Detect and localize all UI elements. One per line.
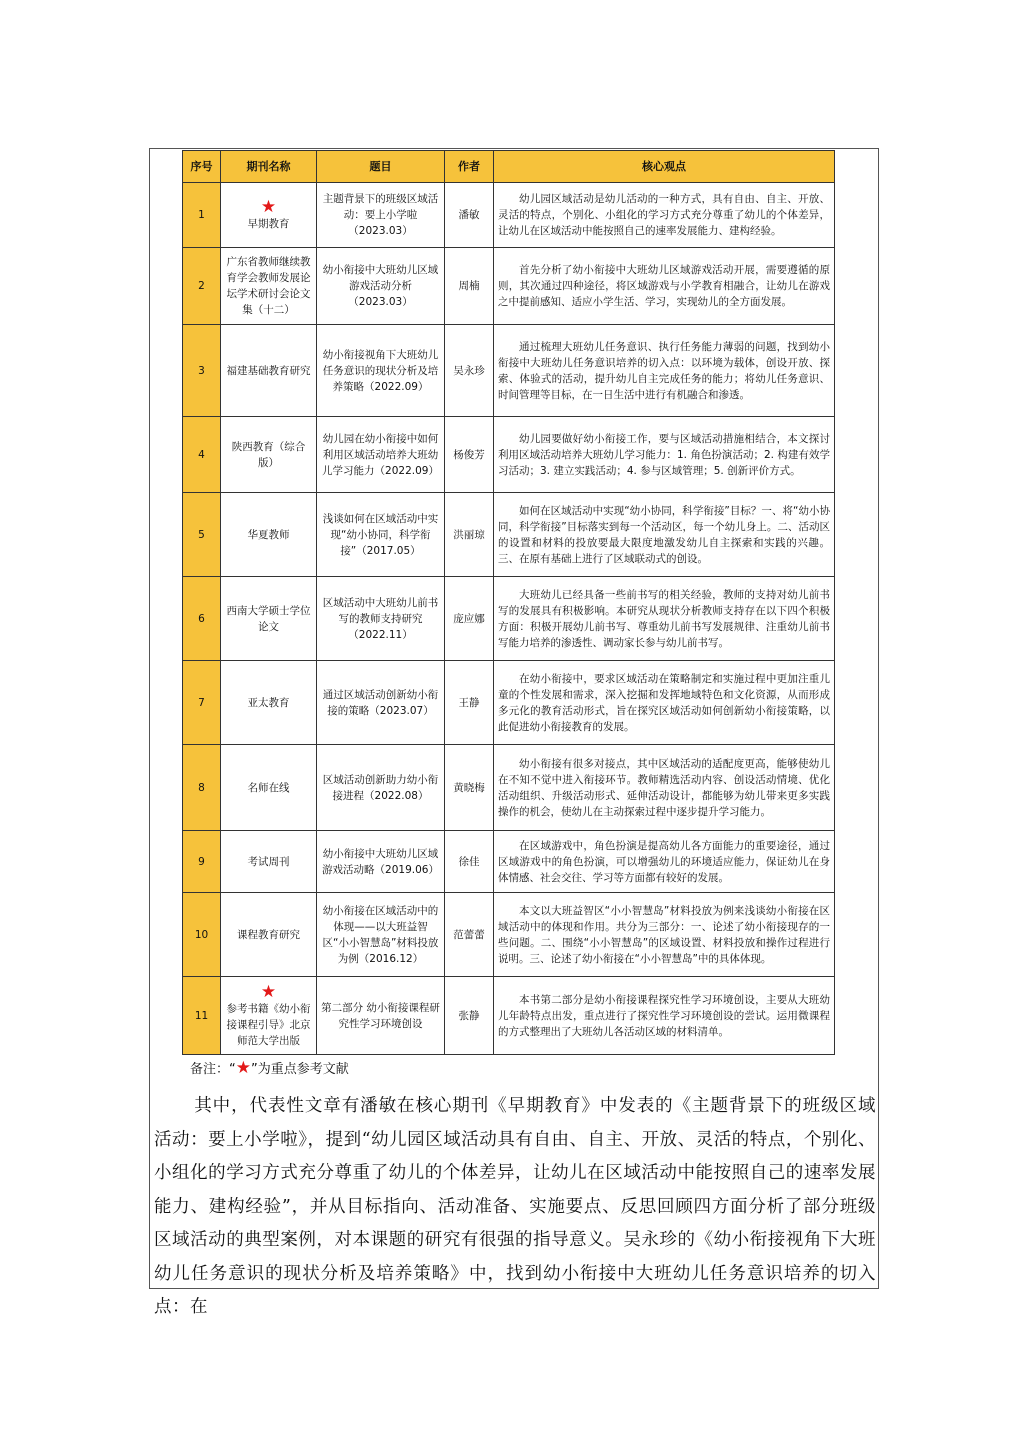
note-suffix: ”为重点参考文献 bbox=[251, 1062, 349, 1077]
row-no: 7 bbox=[183, 661, 221, 745]
reference-table bbox=[182, 150, 835, 1055]
row-view: 通过梳理大班幼儿任务意识、执行任务能力薄弱的问题，找到幼小衔接中大班幼儿任务意识培养的切入点：以环境为载体，创设开放、探索、体验式的活动，提升幼儿自主完成任务的能力；将幼儿任务意识、时间管理等目标，在一日生活中进行有机融合和渗透。 bbox=[494, 325, 835, 417]
table-row bbox=[183, 977, 835, 1055]
row-title: 幼小衔接视角下大班幼儿任务意识的现状分析及培养策略（2022.09） bbox=[317, 325, 445, 417]
row-journal: 课程教育研究 bbox=[221, 893, 317, 977]
body-paragraph: 其中，代表性文章有潘敏在核心期刊《早期教育》中发表的《主题背景下的班级区域活动：要上小学啦》，提到“幼儿园区域活动具有自由、自主、开放、灵活的特点，个别化、小组化的学习方式充分尊重了幼儿的个体差异，让幼儿在区域活动中能按照自己的速率发展能力、建构经验”，并从目标指向、活动准备、实施要点、反思回顾四方面分析了部分班级区域活动的典型案例，对本课题的研究有很强的指导意义。吴永珍的《幼小衔接视角下大班幼儿任务意识的现状分析及培养策略》中，找到幼小衔接中大班幼儿任务意识培养的切入点：在 bbox=[154, 1096, 876, 1317]
row-no: 6 bbox=[183, 577, 221, 661]
row-author: 范蕾蕾 bbox=[445, 893, 494, 977]
row-author: 洪丽琼 bbox=[445, 493, 494, 577]
row-journal: 陕西教育（综合版） bbox=[221, 417, 317, 493]
row-view: 幼儿园区域活动是幼儿活动的一种方式，具有自由、自主、开放、灵活的特点，个别化、小组化的学习方式充分尊重了幼儿的个体差异，让幼儿在区域活动中能按照自己的速率发展能力、建构经验。 bbox=[494, 183, 835, 248]
table-row bbox=[183, 661, 835, 745]
row-view: 幼小衔接有很多对接点，其中区域活动的适配度更高，能够使幼儿在不知不觉中进入衔接环节。教师精选活动内容、创设活动情境、优化活动组织、升级活动形式、延伸活动设计，都能够为幼儿带来更多实践操作的机会，使幼儿在主动探索过程中逐步提升学习能力。 bbox=[494, 745, 835, 831]
row-journal: 西南大学硕士学位论文 bbox=[221, 577, 317, 661]
row-author: 周楠 bbox=[445, 248, 494, 325]
note-prefix: 备注：“ bbox=[190, 1062, 236, 1077]
row-title: 主题背景下的班级区域活动：要上小学啦（2023.03） bbox=[317, 183, 445, 248]
row-view: 幼儿园要做好幼小衔接工作，要与区域活动措施相结合，本文探讨利用区域活动培养大班幼儿学习能力：1. 角色扮演活动；2. 构建有效学习活动；3. 建立实践活动；4. 参与区域管理；5. 创新评价方式。 bbox=[494, 417, 835, 493]
table-row bbox=[183, 183, 835, 248]
row-journal: 考试周刊 bbox=[221, 831, 317, 893]
row-journal: ★ 参考书籍《幼小衔接课程引导》北京师范大学出版 bbox=[221, 977, 317, 1055]
header-author: 作者 bbox=[445, 151, 494, 183]
row-no: 10 bbox=[183, 893, 221, 977]
row-view: 如何在区域活动中实现“幼小协同，科学衔接”目标？一、将“幼小协同，科学衔接”目标落实到每一个活动区，每一个幼儿身上。二、活动区的设置和材料的投放要最大限度地激发幼儿自主探索和实践的兴趣。三、在原有基础上进行了区域联动式的创设。 bbox=[494, 493, 835, 577]
row-author: 杨俊芳 bbox=[445, 417, 494, 493]
header-no: 序号 bbox=[183, 151, 221, 183]
table-header-row bbox=[183, 151, 835, 183]
row-no: 9 bbox=[183, 831, 221, 893]
row-no: 11 bbox=[183, 977, 221, 1055]
row-title: 区域活动创新助力幼小衔接进程（2022.08） bbox=[317, 745, 445, 831]
table-row bbox=[183, 417, 835, 493]
table-row bbox=[183, 248, 835, 325]
row-journal: 名师在线 bbox=[221, 745, 317, 831]
row-title: 第二部分 幼小衔接课程研究性学习环境创设 bbox=[317, 977, 445, 1055]
row-author: 王静 bbox=[445, 661, 494, 745]
table-row bbox=[183, 893, 835, 977]
row-author: 吴永珍 bbox=[445, 325, 494, 417]
row-author: 黄晓梅 bbox=[445, 745, 494, 831]
row-no: 1 bbox=[183, 183, 221, 248]
row-author: 潘敏 bbox=[445, 183, 494, 248]
row-title: 通过区域活动创新幼小衔接的策略（2023.07） bbox=[317, 661, 445, 745]
row-journal: 福建基础教育研究 bbox=[221, 325, 317, 417]
header-journal: 期刊名称 bbox=[221, 151, 317, 183]
table-row bbox=[183, 831, 835, 893]
header-view: 核心观点 bbox=[494, 151, 835, 183]
row-title: 幼小衔接在区域活动中的体现——以大班益智区“小小智慧岛”材料投放为例（2016.12） bbox=[317, 893, 445, 977]
row-author: 徐佳 bbox=[445, 831, 494, 893]
header-title: 题目 bbox=[317, 151, 445, 183]
star-icon: ★ bbox=[235, 1058, 251, 1078]
table-row bbox=[183, 325, 835, 417]
row-journal: 华夏教师 bbox=[221, 493, 317, 577]
row-view: 本文以大班益智区“小小智慧岛”材料投放为例来浅谈幼小衔接在区域活动中的体现和作用。共分为三部分：一、论述了幼小衔接现存的一些问题。二、围绕“小小智慧岛”的区域设置、材料投放和操作过程进行说明。三、论述了幼小衔接在“小小智慧岛”中的具体体现。 bbox=[494, 893, 835, 977]
row-view: 大班幼儿已经具备一些前书写的相关经验，教师的支持对幼儿前书写的发展具有积极影响。本研究从现状分析教师支持存在以下四个积极方面：积极开展幼儿前书写、尊重幼儿前书写发展规律、注重幼儿前书写能力培养的渗透性、调动家长参与幼儿前书写。 bbox=[494, 577, 835, 661]
row-author: 张静 bbox=[445, 977, 494, 1055]
row-view: 在幼小衔接中，要求区域活动在策略制定和实施过程中更加注重儿童的个性发展和需求，深入挖掘和发挥地域特色和文化资源，从而形成多元化的教育活动形式，旨在探究区域活动如何创新幼小衔接策略，以此促进幼小衔接教育的发展。 bbox=[494, 661, 835, 745]
row-title: 浅谈如何在区域活动中实现“幼小协同，科学衔接”（2017.05） bbox=[317, 493, 445, 577]
row-journal: 广东省教师继续教育学会教师发展论坛学术研讨会论文集（十二） bbox=[221, 248, 317, 325]
row-view: 本书第二部分是幼小衔接课程探究性学习环境创设，主要从大班幼儿年龄特点出发，重点进行了探究性学习环境创设的尝试。运用微课程的方式整理出了大班幼儿各活动区域的材料清单。 bbox=[494, 977, 835, 1055]
row-no: 8 bbox=[183, 745, 221, 831]
star-icon: ★ bbox=[260, 981, 277, 1002]
table-row bbox=[183, 745, 835, 831]
row-title: 区域活动中大班幼儿前书写的教师支持研究（2022.11） bbox=[317, 577, 445, 661]
row-journal: ★ 早期教育 bbox=[221, 183, 317, 248]
row-view: 首先分析了幼小衔接中大班幼儿区域游戏活动开展，需要遵循的原则，其次通过四种途径，将区域游戏与小学教育相融合，让幼儿在游戏之中提前感知、适应小学生活、学习，实现幼儿的全方面发展。 bbox=[494, 248, 835, 325]
row-title: 幼小衔接中大班幼儿区域游戏活动略（2019.06） bbox=[317, 831, 445, 893]
table-row bbox=[183, 493, 835, 577]
row-no: 3 bbox=[183, 325, 221, 417]
row-title: 幼儿园在幼小衔接中如何利用区域活动培养大班幼儿学习能力（2022.09） bbox=[317, 417, 445, 493]
table-row bbox=[183, 577, 835, 661]
star-icon: ★ bbox=[260, 197, 277, 217]
row-no: 5 bbox=[183, 493, 221, 577]
row-view: 在区域游戏中，角色扮演是提高幼儿各方面能力的重要途径，通过区域游戏中的角色扮演，可以增强幼儿的环境适应能力，保证幼儿在身体情感、社会交往、学习等方面都有较好的发展。 bbox=[494, 831, 835, 893]
row-author: 庞应娜 bbox=[445, 577, 494, 661]
row-title: 幼小衔接中大班幼儿区域游戏活动分析（2023.03） bbox=[317, 248, 445, 325]
row-no: 4 bbox=[183, 417, 221, 493]
table-note bbox=[190, 1058, 349, 1078]
row-journal: 亚太教育 bbox=[221, 661, 317, 745]
row-no: 2 bbox=[183, 248, 221, 325]
